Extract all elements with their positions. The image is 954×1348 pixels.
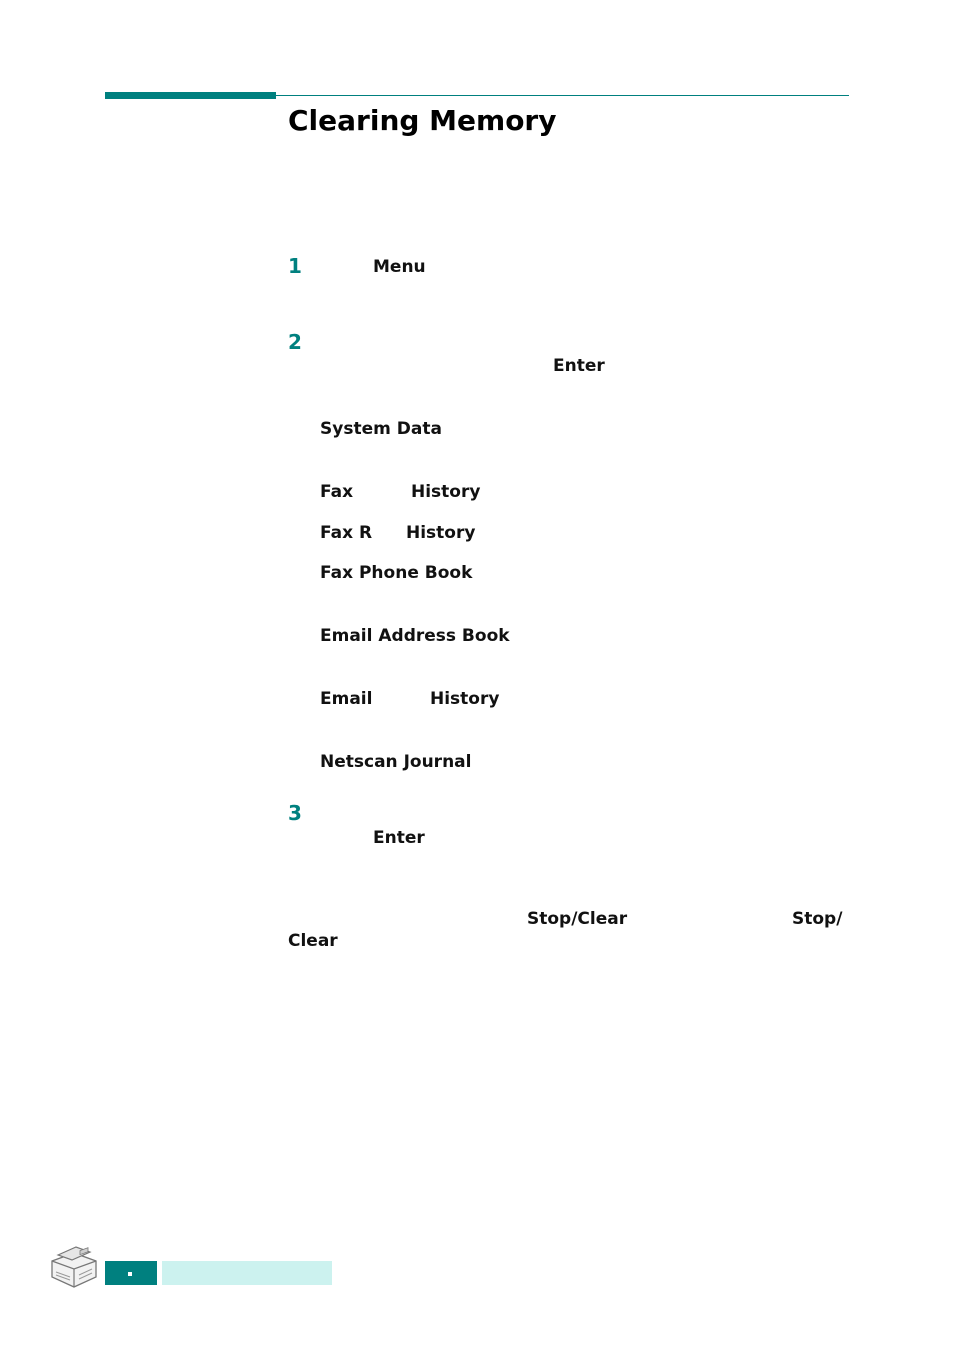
step-1-menu-key: Menu xyxy=(373,257,426,277)
option-fax-tx-label: Fax xyxy=(320,482,354,502)
option-email-address-book: Email Address Book xyxy=(320,626,510,646)
page-number-box xyxy=(105,1261,157,1285)
option-email-history: History xyxy=(430,689,500,709)
note-stop-key-part: Stop/ xyxy=(792,909,843,929)
option-fax-rx-label: Fax R xyxy=(320,523,373,543)
option-fax-rx-history: History xyxy=(406,523,476,543)
option-fax-tx-history: History xyxy=(411,482,481,502)
note-stop-clear-key: Stop/Clear xyxy=(527,909,628,929)
option-system-data: System Data xyxy=(320,419,442,439)
multifunction-printer-icon xyxy=(46,1241,100,1291)
step-3-enter-key: Enter xyxy=(373,828,425,848)
option-netscan-journal: Netscan Journal xyxy=(320,752,472,772)
header-rule-thin xyxy=(276,95,849,96)
page-number-marker xyxy=(128,1272,132,1276)
header-rule-thick xyxy=(105,92,276,99)
option-email-label: Email xyxy=(320,689,373,709)
note-clear-key-part: Clear xyxy=(288,931,338,951)
option-fax-phone-book: Fax Phone Book xyxy=(320,563,473,583)
footer-chapter-bar xyxy=(162,1261,332,1285)
step-1-number: 1 xyxy=(288,254,302,278)
page-title: Clearing Memory xyxy=(288,104,557,137)
step-3-number: 3 xyxy=(288,801,302,825)
step-2-number: 2 xyxy=(288,330,302,354)
step-2-enter-key: Enter xyxy=(553,356,605,376)
